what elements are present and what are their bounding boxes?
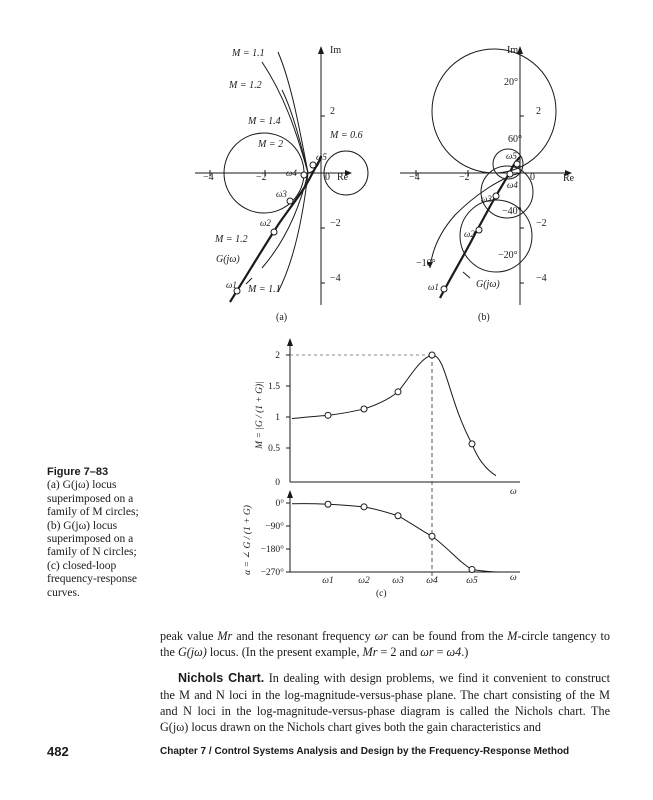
panel-a-omega3-point xyxy=(287,198,293,204)
panel-a-y-tick: −4 xyxy=(330,273,341,284)
panel-a-omega5-point xyxy=(310,162,316,168)
figure-caption xyxy=(47,466,155,600)
phase-tick: −270° xyxy=(260,568,284,578)
m-label: M = 1.1 xyxy=(248,284,281,295)
panel-a-re-label: Re xyxy=(337,172,349,183)
page-number: 482 xyxy=(47,744,69,759)
panel-a-omega2-point xyxy=(271,229,277,235)
angle-label: −40° xyxy=(502,206,522,217)
panel-b-omega2-point xyxy=(476,227,482,233)
panel-a-x-tick: −4 xyxy=(203,172,214,183)
m-label: M = 0.6 xyxy=(330,130,363,141)
magnitude-point-2 xyxy=(361,406,367,412)
x-tick-label: ω5 xyxy=(466,576,478,586)
panel-b-locus-label: G(jω) xyxy=(476,279,500,290)
panel-b-caption: (b) xyxy=(478,312,490,323)
phase-point-1 xyxy=(325,501,331,507)
omega-label: ω1 xyxy=(428,282,439,292)
omega-axis-label: ω xyxy=(510,573,517,583)
caption-line: family of M circles; xyxy=(47,506,139,519)
magnitude-point-5 xyxy=(469,441,475,447)
omega-label: ω4 xyxy=(507,180,518,190)
angle-label: −10° xyxy=(416,258,436,269)
caption-line: (c) closed-loop xyxy=(47,559,117,572)
panel-b-omega4-point xyxy=(507,171,513,177)
panel-b-omega5-point xyxy=(514,161,520,167)
panel-b-y-tick: −2 xyxy=(536,218,547,229)
running-footer: Chapter 7 / Control Systems Analysis and Design by the Frequency-Response Method xyxy=(160,746,570,757)
omega-label: ω5 xyxy=(506,151,517,161)
panel-a-locus-label: G(jω) xyxy=(216,254,240,265)
panel-b-labels xyxy=(409,45,575,323)
panel-b-re-label: Re xyxy=(563,173,575,184)
omega-label: ω3 xyxy=(276,189,287,199)
panel-b-x-tick: 0 xyxy=(530,172,535,183)
m-label: M = 1.4 xyxy=(248,116,281,127)
body-text xyxy=(160,628,610,745)
caption-line: frequency-response xyxy=(47,573,138,586)
panel-a-y-tick: 2 xyxy=(330,106,335,117)
omega-label: ω1 xyxy=(226,280,237,290)
panel-c xyxy=(242,338,520,599)
magnitude-point-3 xyxy=(395,389,401,395)
angle-label: −20° xyxy=(498,250,518,261)
panel-b-x-tick: −2 xyxy=(459,172,470,183)
panel-b-y-tick: 2 xyxy=(536,106,541,117)
mag-tick: 1.5 xyxy=(268,382,280,392)
panel-b-omega3-point xyxy=(493,193,499,199)
omega-axis-label: ω xyxy=(510,487,517,497)
m-label: M = 1.2 xyxy=(229,80,262,91)
m-label: M = 1.2 xyxy=(215,234,248,245)
phase-tick: −180° xyxy=(260,545,284,555)
figure-number: Figure 7–83 xyxy=(47,466,109,478)
omega-label: ω2 xyxy=(260,218,271,228)
panel-b-im-label: Im xyxy=(507,45,519,56)
mag-tick: 0.5 xyxy=(268,444,280,454)
caption-line: (b) G(jω) locus xyxy=(47,519,118,532)
panel-a-im-label: Im xyxy=(330,45,342,56)
panel-a-omega4-point xyxy=(301,172,307,178)
m-label: M = 1.1 xyxy=(232,48,265,59)
caption-line: family of N circles; xyxy=(47,546,137,559)
paragraph-2: Nichols Chart. In dealing with design problems, we find it convenient to construct the M and N loci in the log-magnitude-versus-phase plane. The chart consisting of the M and N loci in the log-magnitude-versus-phase diagram is called the Nichols chart. The G(jω) locus drawn on the Nichols chart gives both the gain characteristics and xyxy=(160,671,610,735)
angle-label: 20° xyxy=(504,77,518,88)
panel-c-phase-plot xyxy=(286,490,520,572)
phase-point-4 xyxy=(429,533,435,539)
x-tick-label: ω2 xyxy=(358,576,370,586)
caption-line: superimposed on a xyxy=(47,492,134,505)
panel-c-magnitude-plot xyxy=(286,338,520,580)
mag-tick: 0 xyxy=(275,478,280,488)
magnitude-curve xyxy=(292,355,496,476)
panel-a-caption: (a) xyxy=(276,312,288,323)
phase-tick: −90° xyxy=(265,522,284,532)
x-tick-label: ω1 xyxy=(322,576,334,586)
phase-point-2 xyxy=(361,504,367,510)
panel-a-y-tick: −2 xyxy=(330,218,341,229)
caption-line: curves. xyxy=(47,586,80,599)
panel-c-caption: (c) xyxy=(376,589,387,599)
phase-point-5 xyxy=(469,566,475,572)
run-in-heading: Nichols Chart. xyxy=(178,671,265,686)
mag-tick: 1 xyxy=(275,413,280,423)
x-tick-label: ω3 xyxy=(392,576,404,586)
phase-point-3 xyxy=(395,513,401,519)
angle-label: 60° xyxy=(508,134,522,145)
omega-label: ω2 xyxy=(464,229,475,239)
panel-a-x-tick: 0 xyxy=(325,172,330,183)
mag-axis-label: M = |G / (1 + G)| xyxy=(255,381,265,449)
x-tick-label: ω4 xyxy=(426,576,438,586)
caption-line: superimposed on a xyxy=(47,533,134,546)
paragraph-1: peak value Mr and the resonant frequency ωr can be found from the M-circle tangency to the G(jω) locus. (In the present example, Mr = 2 and ωr = ω4.) xyxy=(160,629,610,660)
magnitude-point-1 xyxy=(325,412,331,418)
phase-axis-label: α = ∠ G / (1 + G) xyxy=(243,505,253,575)
magnitude-point-4 xyxy=(429,352,435,358)
panel-b-x-tick: −4 xyxy=(409,172,420,183)
panel-c-labels xyxy=(242,351,517,599)
m-label: M = 2 xyxy=(258,139,284,150)
panel-a-x-tick: −2 xyxy=(256,172,267,183)
caption-line: (a) G(jω) locus xyxy=(47,479,117,492)
omega-label: ω4 xyxy=(286,168,297,178)
panel-b-y-tick: −4 xyxy=(536,273,547,284)
panel-b-omega1-point xyxy=(441,286,447,292)
mag-tick: 2 xyxy=(275,351,280,361)
phase-tick: 0° xyxy=(275,499,284,509)
omega-label: ω5 xyxy=(316,152,327,162)
omega-label: ω3 xyxy=(481,194,492,204)
